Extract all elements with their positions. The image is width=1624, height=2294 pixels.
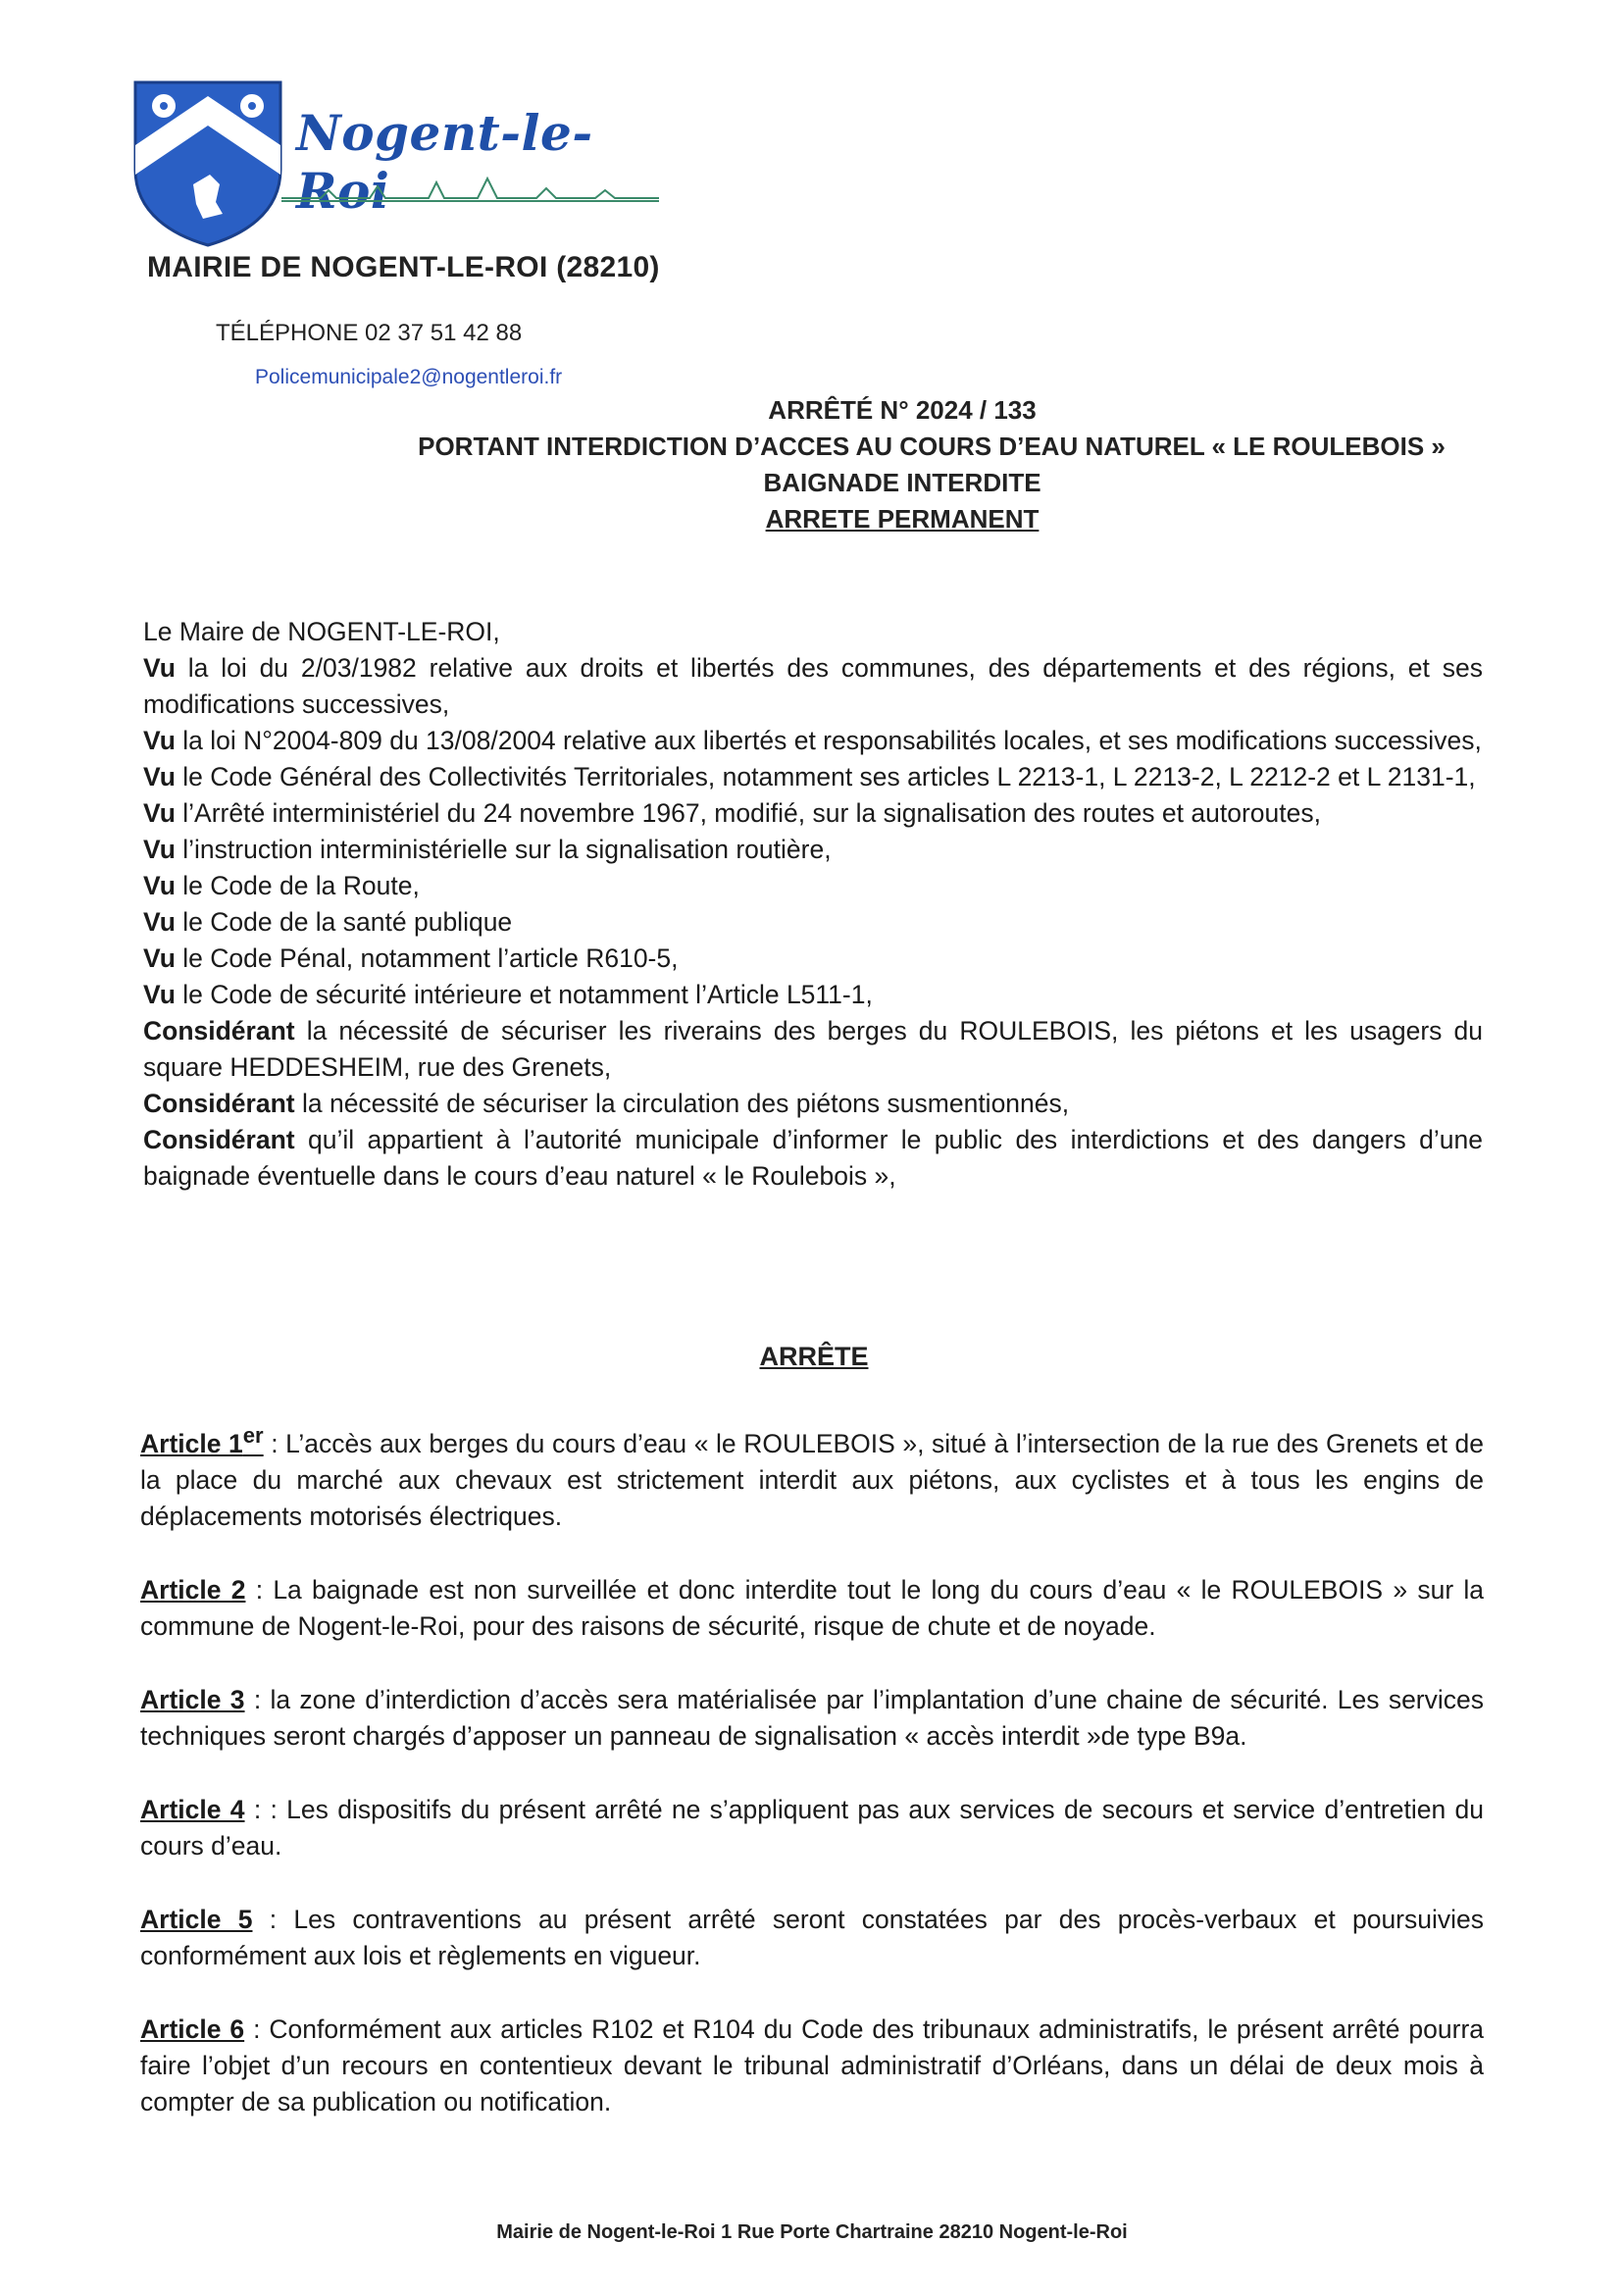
preamble-item: Vu le Code Pénal, notamment l’article R610-5,: [143, 943, 679, 973]
articles: [140, 1417, 1484, 2158]
preamble-item: Considérant qu’il appartient à l’autorité municipale d’informer le public des interdictions et des dangers d’une baignade éventuelle dans le cours d’eau naturel « le Roulebois »,: [143, 1125, 1483, 1191]
article-4: Article 4 : : Les dispositifs du présent arrêté ne s’appliquent pas aux services de secours et service d’entretien du cours d’eau.: [140, 1794, 1485, 1861]
telephone: TÉLÉPHONE 02 37 51 42 88: [216, 320, 523, 346]
logo-title: Nogent-le-Roi: [296, 104, 593, 220]
municipal-logo: [129, 76, 659, 248]
baignade-interdite: BAIGNADE INTERDITE: [763, 468, 1041, 497]
preamble: [143, 614, 1483, 1195]
article-1: Article 1er : L’accès aux berges du cours d’eau « le ROULEBOIS », situé à l’intersection de la rue des Grenets et de la place du marché aux chevaux est strictement interdit aux piétons, aux cyclistes et à tous les engins de déplacements motorisés électriques.: [140, 1423, 1484, 1531]
preamble-item: Considérant la nécessité de sécuriser la circulation des piétons susmentionnés,: [143, 1089, 1070, 1118]
article-5: Article 5 : Les contraventions au présent arrêté seront constatées par des procès-verbaux et poursuivies conformément aux lois et règlements en vigueur.: [140, 1904, 1485, 1970]
article-2: Article 2 : La baignade est non surveillée et donc interdite tout le long du cours d’eau « le ROULEBOIS » sur la commune de Nogent-le-Roi, pour des raisons de sécurité, risque de chute et de noyade.: [140, 1574, 1485, 1641]
preamble-item: Vu le Code Général des Collectivités Territoriales, notamment ses articles L 2213-1, L 2213-2, L 2212-2 et L 2131-1,: [143, 762, 1476, 791]
preamble-item: Vu la loi du 2/03/1982 relative aux droits et libertés des communes, des départements et des régions, et ses modifications successives,: [143, 653, 1483, 719]
preamble-item: Vu l’Arrêté interministériel du 24 novembre 1967, modifié, sur la signalisation des routes et autoroutes,: [143, 798, 1321, 828]
coat-of-arms-icon: [129, 76, 286, 248]
mairie-name: MAIRIE DE NOGENT-LE-ROI (28210): [147, 251, 660, 283]
preamble-item: Vu la loi N°2004-809 du 13/08/2004 relative aux libertés et responsabilités locales, et ses modifications successives,: [143, 726, 1482, 755]
preamble-intro: Le Maire de NOGENT-LE-ROI,: [143, 617, 500, 646]
arrete-number: ARRÊTÉ N° 2024 / 133: [768, 395, 1037, 425]
preamble-item: Considérant la nécessité de sécuriser les riverains des berges du ROULEBOIS, les piétons et les usagers du square HEDDESHEIM, rue des Grenets,: [143, 1016, 1483, 1082]
email-link[interactable]: Policemunicipale2@nogentleroi.fr: [255, 366, 563, 388]
article-3: Article 3 : la zone d’interdiction d’accès sera matérialisée par l’implantation d’une chaine de sécurité. Les services techniques seront chargés d’apposer un panneau de signalisation « accès interdit »de type B9a.: [140, 1684, 1485, 1751]
preamble-item: Vu le Code de la santé publique: [143, 907, 513, 937]
arrete-heading: ARRÊTE: [759, 1342, 869, 1371]
preamble-item: Vu l’instruction interministérielle sur la signalisation routière,: [143, 835, 832, 864]
arrete-permanent: ARRETE PERMANENT: [765, 504, 1040, 534]
preamble-item: Vu le Code de sécurité intérieure et notamment l’Article L511-1,: [143, 980, 873, 1009]
footer-address: Mairie de Nogent-le-Roi 1 Rue Porte Chartraine 28210 Nogent-le-Roi: [496, 2221, 1128, 2243]
article-6: Article 6 : Conformément aux articles R102 et R104 du Code des tribunaux administratifs, le présent arrêté pourra faire l’objet d’un recours en contentieux devant le tribunal administratif d’Orléans, dans un délai de deux mois à compter de sa publication ou notification.: [140, 2014, 1485, 2116]
preamble-item: Vu le Code de la Route,: [143, 871, 420, 900]
arrete-subject: PORTANT INTERDICTION D’ACCES AU COURS D’EAU NATUREL « LE ROULEBOIS »: [418, 432, 1446, 461]
town-skyline-icon: [281, 173, 659, 202]
